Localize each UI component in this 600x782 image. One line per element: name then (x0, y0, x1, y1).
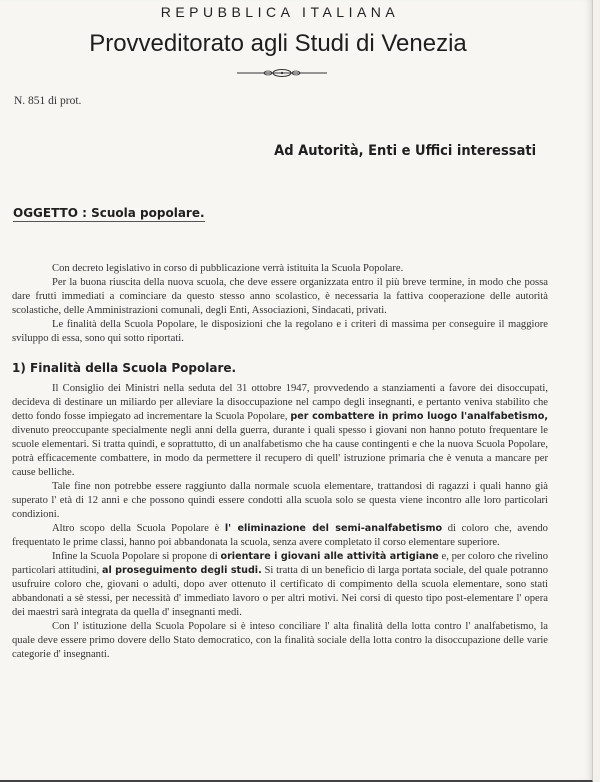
intro-paragraph-2: Per la buona riuscita della nuova scuola, che deve essere organizzata entro il più breve termine, in modo che possa dare frutti immediati a cominciare da questo stesso anno scolastico, è necessaria la fattiva cooperazione delle autorità scolastiche, delle Amministrazioni comunali, degli Enti, Associazioni, Sindacati, privati. (12, 277, 548, 316)
paragraph-text: divenuto preoccupante specialmente negli anni della guerra, durante i quali spesso i giovani non hanno potuto frequentare le scuole elementari. Si tratta quindi, e soprattutto, di un analfabetismo che ha cause contingenti e che la nuova Scuola Popolare, potrà efficacemente combattere, in modo da permettere il recupero di quell' istruzione primaria che è venuta a mancare per cause belliche. (12, 425, 548, 478)
subject-value: Scuola popolare. (91, 206, 205, 220)
intro-paragraph-1: Con decreto legislativo in corso di pubblicazione verrà istituita la Scuola Popolare. (52, 263, 404, 274)
subject-line (13, 206, 205, 222)
intro-paragraph-3: Le finalità della Scuola Popolare, le disposizioni che la regolano e i criteri di massima per conseguire il maggiore sviluppo di essa, sono qui sotto riportati. (12, 319, 548, 344)
paragraph-text: Altro scopo della Scuola Popolare è (52, 523, 220, 534)
paragraph-text: Infine la Scuola Popolare si propone di (52, 551, 218, 562)
ornament-divider (235, 68, 329, 78)
emphasis-text: orientare i giovani alle attività artigiane (220, 551, 439, 562)
letter-body (12, 262, 548, 662)
paragraph-text: di coloro che, avendo frequentato le prime classi, hanno poi abbandonata la scuola, senza avere completato il corso elementare superiore. (12, 523, 548, 548)
paragraph-text: Si tratta di un beneficio di larga portata sociale, del quale potranno usufruire coloro che, giovani o adulti, dopo aver ottenuto il certificato di compimento della scuola elementare, sono stati abbandonati a sè stessi, per necessità d' immediato lavoro o per altri motivi. Nei corsi di questo tipo post-elementare l' opera dei maestri sarà integrata da quella d' insegnanti medi. (12, 565, 548, 618)
section-1-heading: 1) Finalità della Scuola Popolare. (12, 361, 237, 375)
office-title: Provveditorato agli Studi di Venezia (89, 30, 467, 57)
emphasis-text: l' eliminazione del semi-analfabetismo (224, 523, 443, 534)
section-1-paragraph-3 (12, 522, 548, 550)
protocol-number: N. 851 di prot. (14, 95, 82, 107)
emphasis-text: per combattere in primo luogo l'analfabetismo, (290, 411, 548, 422)
section-1-paragraph-5: Con l' istituzione della Scuola Popolare si è inteso conciliare l' alta finalità della lotta contro l' analfabetismo, la quale deve essere primo dovere dello Stato democratico, con la finalità sociale della lotta contro la disoccupazione delle varie categorie d' insegnanti. (12, 621, 548, 660)
paragraph-text: e, per coloro che rivelino particolari attitudini, (12, 551, 548, 576)
republic-heading: REPUBBLICA ITALIANA (160, 4, 400, 20)
section-1-paragraph-2: Tale fine non potrebbe essere raggiunto dalla normale scuola elementare, trattandosi di ragazzi i quali hanno già superato l' età di 12 anni e che possono quindi essere condotti alla scuola solo se questa viene incontro alle loro particolari condizioni. (12, 481, 548, 520)
paragraph-text: Il Consiglio dei Ministri nella seduta del 31 ottobre 1947, provvedendo a stanziamenti a favore dei disoccupati, decideva di destinare un miliardo per alleviare la disoccupazione nel campo degli insegnanti, e pertanto veniva stabilito che detto fondo fosse impiegato ad incrementare la Scuola Popolare, (12, 383, 548, 422)
subject-label: OGGETTO : (13, 206, 87, 220)
recipients-line: Ad Autorità, Enti e Uffici interessati (274, 143, 536, 159)
section-1-paragraph-1 (12, 382, 548, 480)
emphasis-text: al proseguimento degli studi. (101, 565, 262, 576)
section-1-paragraph-4 (12, 550, 548, 620)
